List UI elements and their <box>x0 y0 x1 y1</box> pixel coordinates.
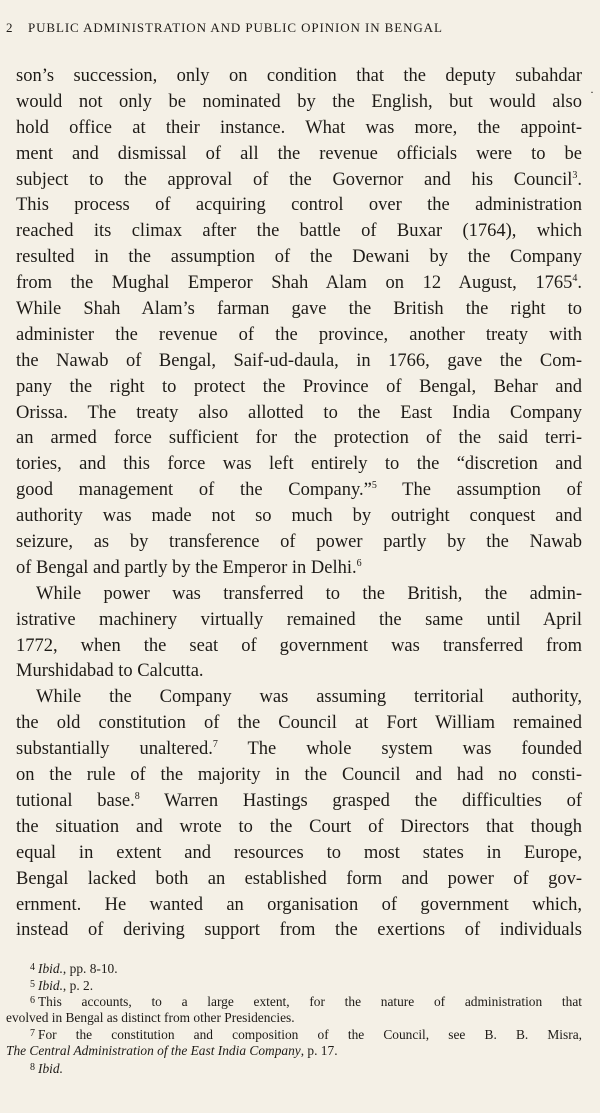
text-line: instead of deriving support from the exertions of individuals <box>16 920 582 941</box>
footnote: $^4$ Ibid., pp. 8-10. <box>30 961 118 976</box>
footnote-ref: 5 <box>371 480 377 492</box>
text-line: tories, and this force was left entirely to the “discretion and <box>16 454 582 475</box>
footnote: $^5$ Ibid., p. 2. <box>30 977 94 993</box>
text-line: This process of acquiring control over the administration <box>16 195 582 216</box>
text-line: would not only be nominated by the English, but would also <box>16 91 582 112</box>
text-line: the old constitution of the Council at Fort William remained <box>16 713 582 734</box>
footnote-continuation: The Central Administration of the East India Company, p. 17. <box>6 1042 338 1058</box>
page-number: 2 <box>6 20 14 35</box>
running-header <box>6 20 586 36</box>
text-line: While Shah Alam’s farman gave the British the right to <box>16 299 582 320</box>
footnote-continuation: evolved in Bengal as distinct from other Presidencies. <box>6 1009 295 1025</box>
text-line: While power was transferred to the British, the admin- <box>36 583 582 604</box>
text-line: the Nawab of Bengal, Saif-ud-daula, in 1766, gave the Com- <box>16 350 582 371</box>
footnote-ref: 4 <box>572 273 578 285</box>
footnote: $^7$ For the constitution and composition of the Council, see B. B. Misra, <box>30 1027 582 1043</box>
footnote-ref: 7 <box>212 739 218 751</box>
text-line: on the rule of the majority in the Council and had no consti- <box>16 765 582 786</box>
book-title: The Central Administration of the East India Company <box>6 1042 301 1058</box>
text-line: ment and dismissal of all the revenue officials were to be <box>16 143 582 164</box>
text-line: pany the right to protect the Province of Bengal, Behar and <box>16 376 582 397</box>
text-line: hold office at their instance. What was more, the appoint- <box>16 117 582 138</box>
body-text <box>16 64 582 944</box>
text-line: istrative machinery virtually remained the same until April <box>16 609 582 630</box>
text-line: tutional base.$^8$ Warren Hastings grasped the difficulties of <box>16 790 582 811</box>
footnotes <box>6 960 582 1076</box>
text-line: good management of the Company.”$^5$ The assumption of <box>16 480 582 501</box>
text-line: of Bengal and partly by the Emperor in Delhi.$^6$ <box>16 557 362 578</box>
text-line: reached its climax after the battle of Buxar (1764), which <box>16 221 582 242</box>
text-line: an armed force sufficient for the protection of the said terri- <box>16 428 582 449</box>
text-line: subject to the approval of the Governor and his Council$^3$. <box>16 169 582 190</box>
text-line: Bengal lacked both an established form and power of gov- <box>16 868 582 889</box>
footnote-ref: 3 <box>572 169 578 181</box>
footnote-ref: 8 <box>134 790 140 802</box>
footnote: $^6$ This accounts, to a large extent, for the nature of administration that <box>30 994 582 1010</box>
text-line: son’s succession, only on condition that the deputy subahdar <box>16 66 582 86</box>
text-line: resulted in the assumption of the Dewani by the Company <box>16 247 582 268</box>
text-line: seizure, as by transference of power partly by the Nawab <box>16 532 582 553</box>
footnote: $^8$ Ibid. <box>30 1060 63 1076</box>
text-line: the situation and wrote to the Court of Directors that though <box>16 816 582 837</box>
text-line: authority was made not so much by outright conquest and <box>16 506 582 527</box>
text-line: substantially unaltered.$^7$ The whole system was founded <box>16 739 582 760</box>
text-line: ernment. He wanted an organisation of government which, <box>16 894 582 915</box>
footnote-ref: 6 <box>356 557 362 569</box>
text-line: administer the revenue of the province, another treaty with <box>16 324 582 345</box>
text-line: equal in extent and resources to most states in Europe, <box>16 842 582 863</box>
text-line: from the Mughal Emperor Shah Alam on 12 August, 1765$^4$. <box>16 273 582 294</box>
text-line: While the Company was assuming territorial authority, <box>36 687 582 708</box>
text-line: 1772, when the seat of government was transferred from <box>16 635 582 656</box>
margin-mark: · <box>590 85 594 99</box>
text-line: Murshidabad to Calcutta. <box>16 661 204 682</box>
running-title: PUBLIC ADMINISTRATION AND PUBLIC OPINION IN BENGAL <box>28 20 443 35</box>
text-line: Orissa. The treaty also allotted to the East India Company <box>16 402 582 423</box>
